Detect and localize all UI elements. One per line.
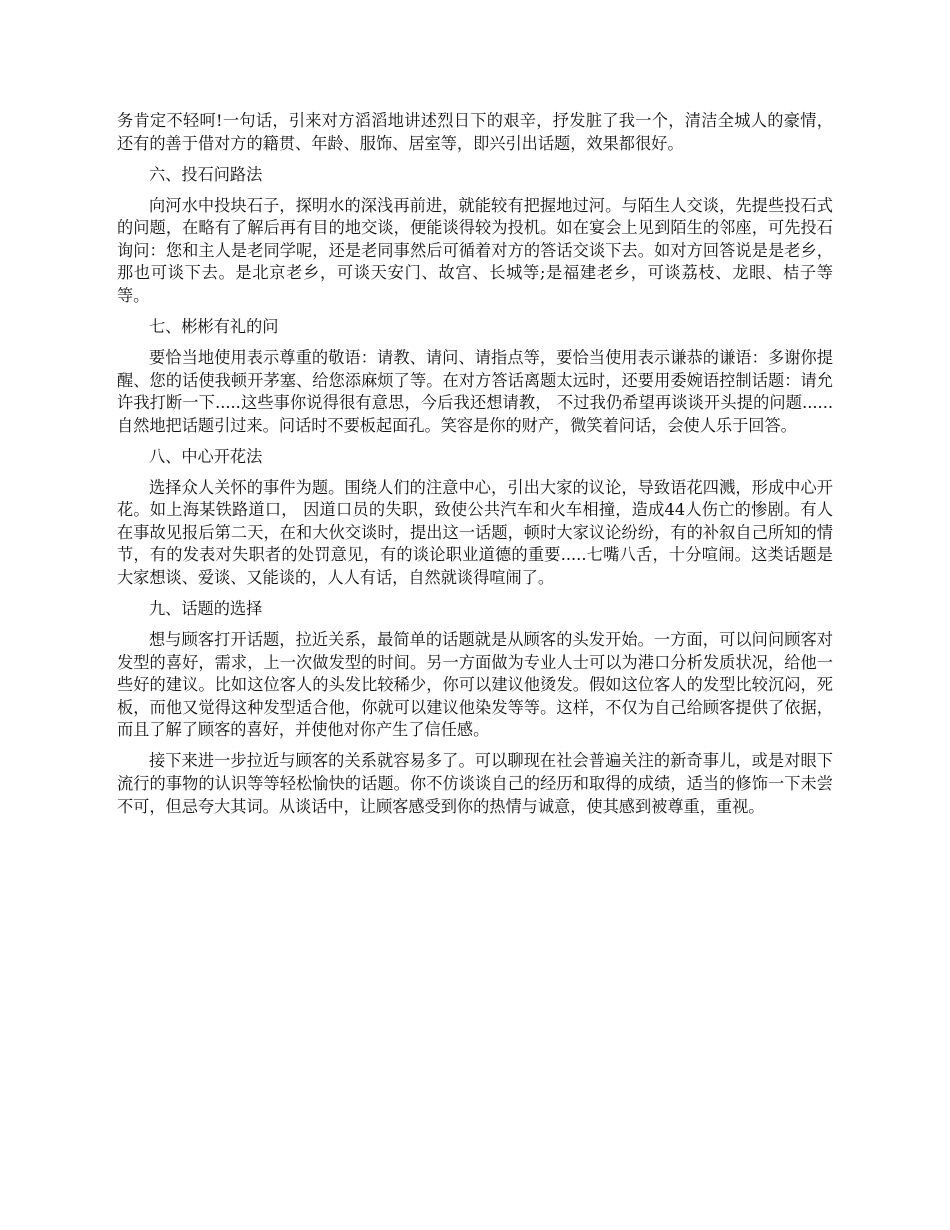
paragraph-section-nine-b: 接下来进一步拉近与顾客的关系就容易多了。可以聊现在社会普遍关注的新奇事儿，或是对眼下流行的事物的认识等等轻松愉快的话题。你不仿谈谈自己的经历和取得的成绩，适当的修饰一下未尝不可，但忌夸大其词。从谈话中，让顾客感受到你的热情与诚意，使其感到被尊重，重视。 [117,751,833,816]
paragraph-section-eight: 选择众人关怀的事件为题。围绕人们的注意中心，引出大家的议论，导致语花四溅，形成中心开花。如上海某铁路道口， 因道口员的失职，致使公共汽车和火车相撞，造成44人伤亡的惨剧。有人在事故见报后第二天，在和大伙交谈时，提出这一话题，顿时大家议论纷纷，有的补叙自己所知的情节，有的发表对失职者的处罚意见，有的谈论职业道德的重要.....七嘴八舌，十分喧闹。这类话题是大家想谈、爱谈、又能谈的，人人有话，自然就谈得喧闹了。 [117,477,833,588]
paragraph-section-six: 向河水中投块石子，探明水的深浅再前进，就能较有把握地过河。与陌生人交谈，先提些投石式的问题，在略有了解后再有目的地交谈，便能谈得较为投机。如在宴会上见到陌生的邻座，可先投石询问：您和主人是老同学呢，还是老同事然后可循着对方的答话交谈下去。如对方回答说是是老乡，那也可谈下去。是北京老乡，可谈天安门、故宫、长城等;是福建老乡，可谈荔枝、龙眼、桔子等等。 [117,195,833,305]
section-heading-seven: 七、彬彬有礼的问 [149,316,279,336]
section-heading-nine: 九、话题的选择 [149,599,263,619]
section-heading-six: 六、投石问路法 [149,164,263,184]
document-body [117,110,833,827]
paragraph-section-seven: 要恰当地使用表示尊重的敬语：请教、请问、请指点等，要恰当使用表示谦恭的谦语：多谢你提醒、您的话使我顿开茅塞、给您添麻烦了等。在对方答话离题太远时，还要用委婉语控制话题：请允许我打断一下.....这些事你说得很有意思，今后我还想请教， 不过我仍希望再谈谈开头提的问题......自然地把话题引过来。问话时不要板起面孔。笑容是你的财产，微笑着问话，会使人乐于回答。 [117,347,833,435]
paragraph-section-nine-a: 想与顾客打开话题，拉近关系，最简单的话题就是从顾客的头发开始。一方面，可以问问顾客对发型的喜好，需求，上一次做发型的时间。另一方面做为专业人士可以为港口分析发质状况，给他一些好的建议。比如这位客人的头发比较稀少，你可以建议他烫发。假如这位客人的发型比较沉闷，死板，而他又觉得这种发型适合他，你就可以建议他染发等等。这样，不仅为自己给顾客提供了依据，而且了解了顾客的喜好，并使他对你产生了信任感。 [117,630,833,740]
section-heading-eight: 八、中心开花法 [149,446,263,466]
paragraph-continuation: 务肯定不轻呵!一句话，引来对方滔滔地讲述烈日下的艰辛，抒发脏了我一个，清洁全城人的豪情，还有的善于借对方的籍贯、年龄、服饰、居室等，即兴引出话题，效果都很好。 [117,111,833,153]
